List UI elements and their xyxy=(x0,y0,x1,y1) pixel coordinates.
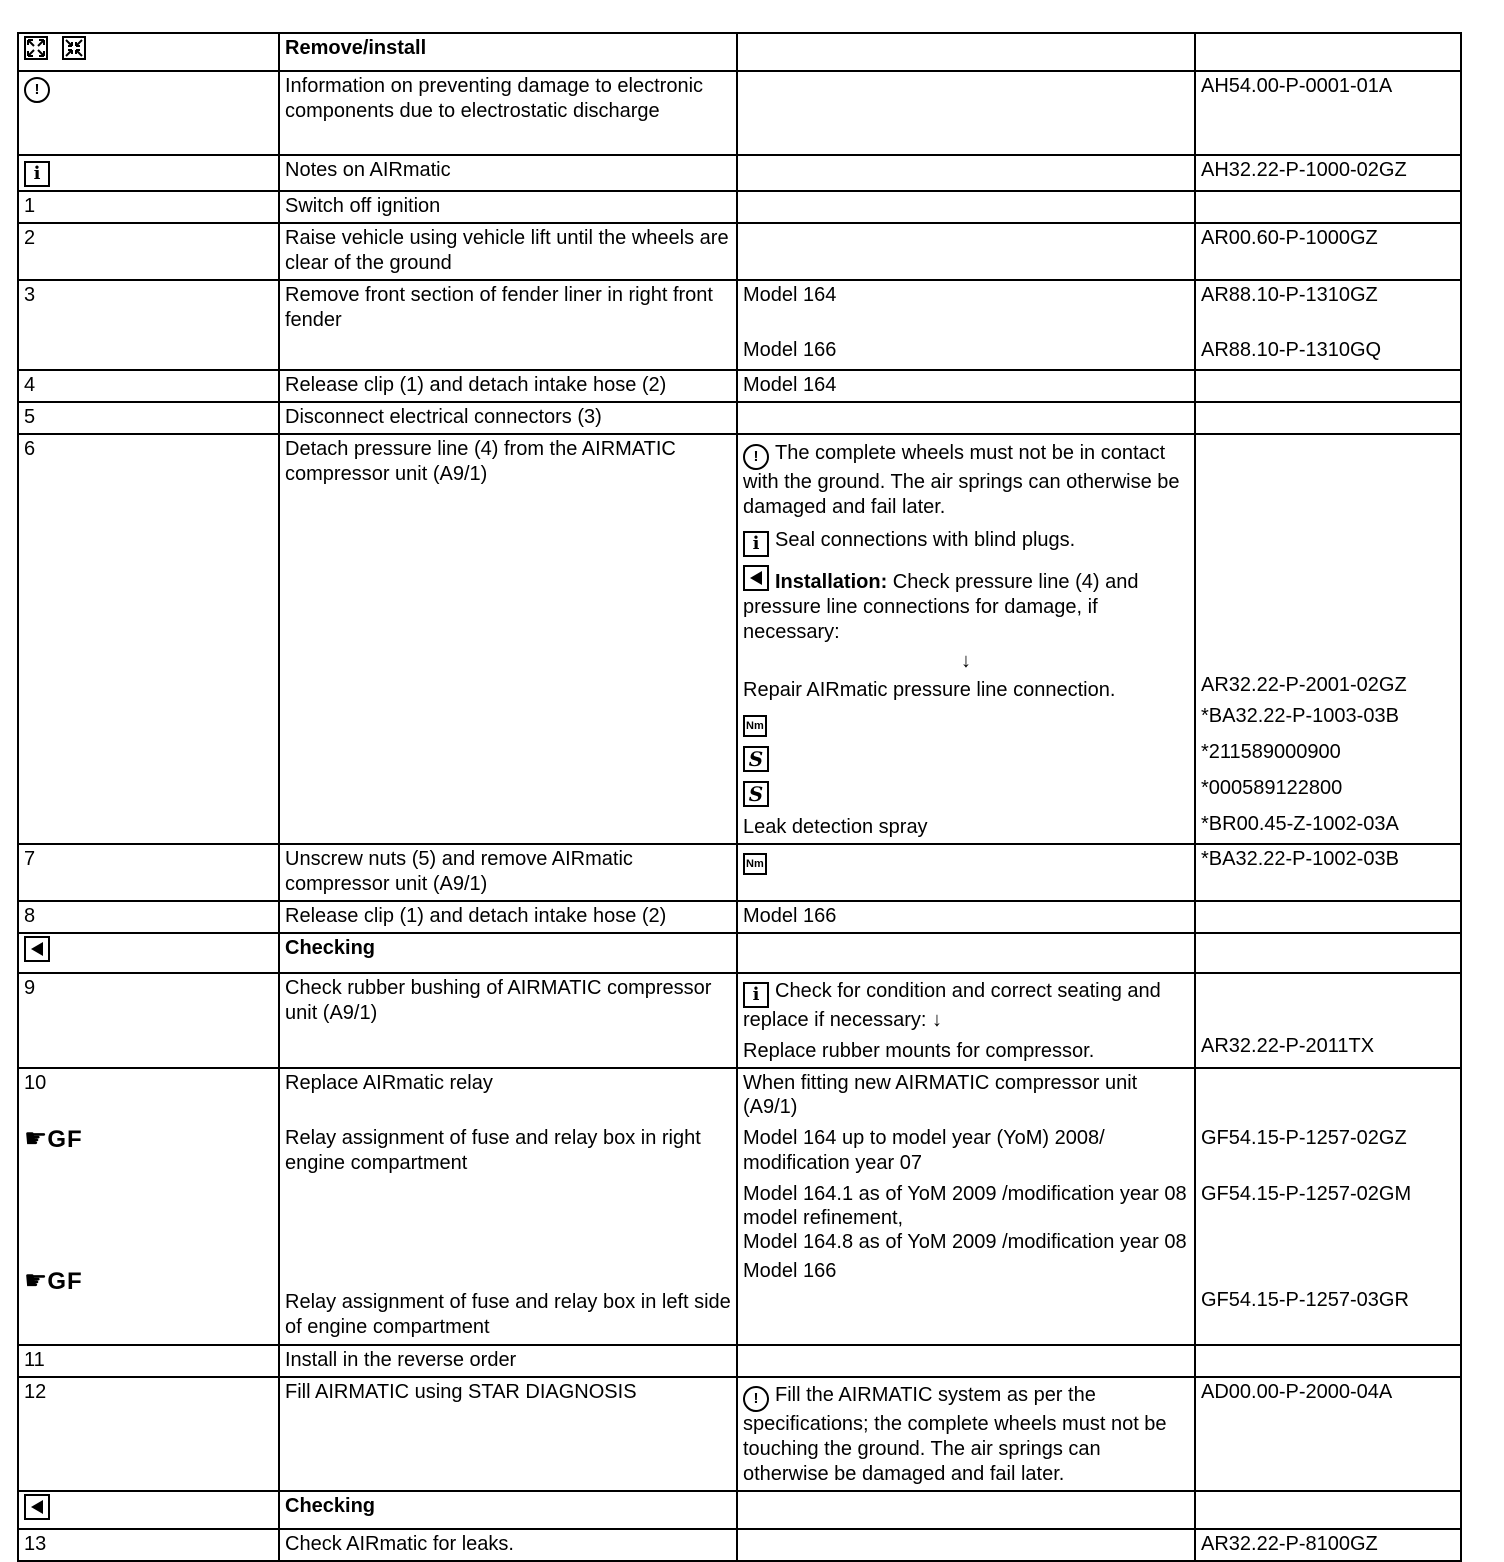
model-note: Model 164 xyxy=(737,370,1195,402)
installation-note: Check pressure line (4) and pressure line connections for damage, if necessary: xyxy=(743,571,1139,643)
model-note: Model 166 xyxy=(743,339,837,361)
document-ref-link[interactable]: AH54.00-P-0001-01A xyxy=(1195,71,1461,155)
section-title: Remove/install xyxy=(279,33,737,71)
info-icon: i xyxy=(24,161,50,187)
down-arrow: ↓ xyxy=(961,650,971,672)
pointing-hand-icon: ☛ xyxy=(24,1265,48,1295)
step-text: Relay assignment of fuse and relay box in left side of engine compartment xyxy=(285,1291,731,1338)
procedure-table xyxy=(17,32,1462,1562)
step-text: Unscrew nuts (5) and remove AIRmatic compressor unit (A9/1) xyxy=(279,844,737,901)
step-number: 12 xyxy=(18,1377,279,1491)
model-note: Model 164.8 as of YoM 2009 /modification year 08 xyxy=(743,1231,1187,1253)
step-number: 6 xyxy=(18,434,279,844)
table-row xyxy=(18,280,1461,370)
table-row xyxy=(18,1345,1461,1377)
installation-icon xyxy=(743,565,769,591)
step-number: 2 xyxy=(18,223,279,280)
step-text: Relay assignment of fuse and relay box in right engine compartment xyxy=(285,1127,701,1174)
step-text: Check rubber bushing of AIRMATIC compressor unit (A9/1) xyxy=(279,973,737,1068)
document-ref-link[interactable]: *000589122800 xyxy=(1201,777,1343,799)
caution-icon: ! xyxy=(24,77,50,103)
document-ref-link[interactable]: *BA32.22-P-1002-03B xyxy=(1195,844,1461,901)
torque-icon: Nm xyxy=(743,853,767,875)
repair-note: Repair AIRmatic pressure line connection. xyxy=(743,679,1116,701)
gf-label: GF xyxy=(47,1268,83,1295)
table-row xyxy=(18,1491,1461,1529)
table-row xyxy=(18,370,1461,402)
step-text: Disconnect electrical connectors (3) xyxy=(279,402,737,434)
table-row xyxy=(18,434,1461,844)
document-ref-link[interactable]: GF54.15-P-1257-02GM xyxy=(1201,1183,1412,1205)
table-row xyxy=(18,402,1461,434)
caution-icon: ! xyxy=(743,1386,769,1412)
gf-label: GF xyxy=(47,1126,83,1153)
section-title: Checking xyxy=(279,1491,737,1529)
table-row xyxy=(18,1377,1461,1491)
model-note: Model 166 xyxy=(737,901,1195,933)
step-text: Install in the reverse order xyxy=(279,1345,737,1377)
replace-note: Replace rubber mounts for compressor. xyxy=(743,1040,1095,1062)
model-note: Model 166 xyxy=(743,1260,837,1282)
model-note: Model 164 xyxy=(743,284,837,306)
pointing-hand-icon: ☛ xyxy=(24,1123,48,1153)
special-tool-icon: S xyxy=(743,746,769,772)
document-ref-link[interactable]: *211589000900 xyxy=(1201,741,1341,763)
expand-collapse-cell xyxy=(18,33,279,71)
expand-icon[interactable] xyxy=(24,36,48,67)
step-number: 9 xyxy=(18,973,279,1068)
document-ref-link[interactable]: GF54.15-P-1257-03GR xyxy=(1201,1289,1409,1311)
document-ref-link[interactable]: AR32.22-P-2001-02GZ xyxy=(1201,674,1407,696)
table-row xyxy=(18,33,1461,71)
leak-spray-note: Leak detection spray xyxy=(743,816,928,838)
step-text: Detach pressure line (4) from the AIRMATIC compressor unit (A9/1) xyxy=(279,434,737,844)
model-note: Model 164.1 as of YoM 2009 /modification year 08 model refinement, xyxy=(743,1183,1187,1229)
table-row xyxy=(18,844,1461,901)
table-row xyxy=(18,223,1461,280)
info-icon: i xyxy=(743,982,769,1008)
caution-note: The complete wheels must not be in contact with the ground. The air springs can otherwise be damaged and fail later. xyxy=(743,442,1180,518)
table-row xyxy=(18,191,1461,223)
gf-reference xyxy=(24,1123,273,1154)
step-number: 5 xyxy=(18,402,279,434)
table-row xyxy=(18,155,1461,191)
info-note: Seal connections with blind plugs. xyxy=(775,529,1076,551)
step-text: Remove front section of fender liner in right front fender xyxy=(279,280,737,370)
step-text: Replace AIRmatic relay xyxy=(285,1072,493,1094)
caution-note: Fill the AIRMATIC system as per the specifications; the complete wheels must not be touching the ground. The air springs can otherwise be damaged and fail later. xyxy=(743,1384,1167,1485)
document-ref-link[interactable]: AD00.00-P-2000-04A xyxy=(1195,1377,1461,1491)
step-number: 11 xyxy=(18,1345,279,1377)
step-text: Notes on AIRmatic xyxy=(279,155,737,191)
installation-label: Installation: xyxy=(775,571,888,593)
down-arrow: ↓ xyxy=(931,1009,942,1031)
gf-reference xyxy=(24,1265,273,1296)
step-number: 10 xyxy=(24,1072,47,1094)
collapse-icon[interactable] xyxy=(62,36,86,67)
document-ref-link[interactable]: GF54.15-P-1257-02GZ xyxy=(1201,1127,1407,1149)
step-text: Information on preventing damage to electronic components due to electrostatic discharge xyxy=(279,71,737,155)
step-number: 1 xyxy=(18,191,279,223)
step-text: Release clip (1) and detach intake hose (2) xyxy=(279,370,737,402)
checking-icon xyxy=(24,1494,50,1520)
step-number: 7 xyxy=(18,844,279,901)
document-ref-link[interactable]: AR32.22-P-8100GZ xyxy=(1195,1529,1461,1561)
table-row xyxy=(18,1068,1461,1345)
table-row xyxy=(18,933,1461,973)
step-number: 13 xyxy=(18,1529,279,1561)
step-number: 3 xyxy=(18,280,279,370)
table-row xyxy=(18,901,1461,933)
step-text: Release clip (1) and detach intake hose (2) xyxy=(279,901,737,933)
document-ref-link[interactable]: AR88.10-P-1310GZ xyxy=(1201,284,1378,306)
model-note: Model 164 up to model year (YoM) 2008/ modification year 07 xyxy=(743,1127,1105,1174)
table-row xyxy=(18,71,1461,155)
checking-icon xyxy=(24,936,50,962)
info-note: Check for condition and correct seating and replace if necessary: xyxy=(743,980,1161,1031)
step-text: Fill AIRMATIC using STAR DIAGNOSIS xyxy=(279,1377,737,1491)
special-tool-icon: S xyxy=(743,781,769,807)
torque-icon: Nm xyxy=(743,715,767,737)
table-row xyxy=(18,1529,1461,1561)
section-title: Checking xyxy=(279,933,737,973)
step-text: Raise vehicle using vehicle lift until the wheels are clear of the ground xyxy=(279,223,737,280)
step-text: Switch off ignition xyxy=(279,191,737,223)
info-icon: i xyxy=(743,531,769,557)
model-note: When fitting new AIRMATIC compressor unit (A9/1) xyxy=(743,1072,1138,1118)
step-text: Check AIRmatic for leaks. xyxy=(279,1529,737,1561)
document-ref-link[interactable]: AR88.10-P-1310GQ xyxy=(1201,339,1382,361)
document-ref-link[interactable]: AR00.60-P-1000GZ xyxy=(1195,223,1461,280)
step-number: 4 xyxy=(18,370,279,402)
document-ref-link[interactable]: AR32.22-P-2011TX xyxy=(1201,1035,1375,1057)
document-ref-link[interactable]: *BA32.22-P-1003-03B xyxy=(1201,705,1399,727)
caution-icon: ! xyxy=(743,444,769,470)
document-ref-link[interactable]: AH32.22-P-1000-02GZ xyxy=(1195,155,1461,191)
step-number: 8 xyxy=(18,901,279,933)
document-ref-link[interactable]: *BR00.45-Z-1002-03A xyxy=(1201,813,1399,835)
table-row xyxy=(18,973,1461,1068)
